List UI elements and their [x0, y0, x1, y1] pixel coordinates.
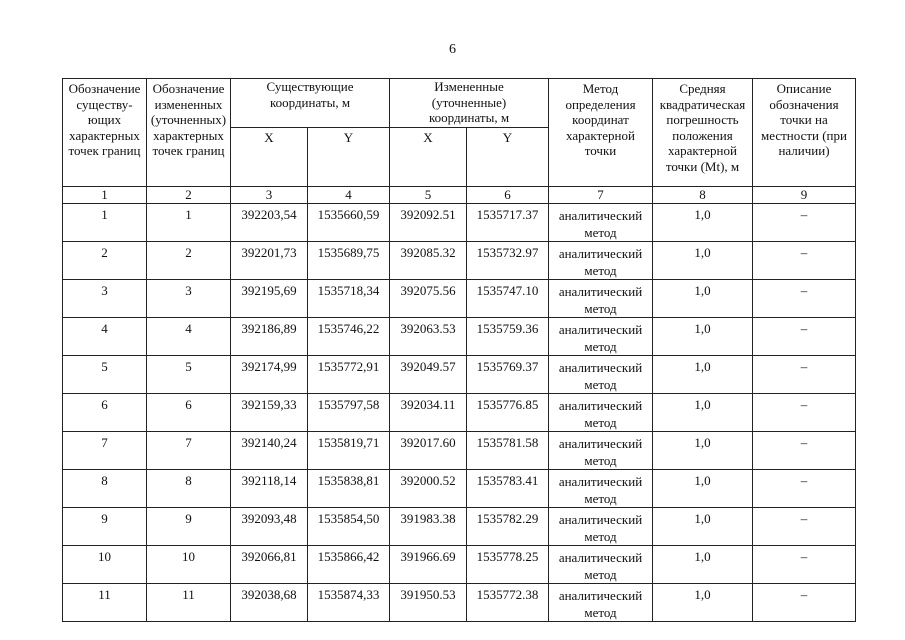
x-existing-cell: 392118,14 — [231, 470, 308, 508]
method-cell: аналитический метод — [549, 356, 653, 394]
x-existing-cell: 392066,81 — [231, 546, 308, 584]
column-number: 8 — [653, 187, 753, 204]
table-row — [63, 280, 856, 318]
table-row — [63, 508, 856, 546]
y-changed-cell: 1535732.97 — [467, 242, 549, 280]
existing-point-cell: 3 — [63, 280, 147, 318]
x-existing-cell: 392174,99 — [231, 356, 308, 394]
y-existing-cell: 1535838,81 — [308, 470, 390, 508]
table-row — [63, 204, 856, 242]
table-row — [63, 546, 856, 584]
accuracy-cell: 1,0 — [653, 280, 753, 318]
table-row — [63, 584, 856, 622]
y-existing-cell: 1535718,34 — [308, 280, 390, 318]
y-changed-cell: 1535759.36 — [467, 318, 549, 356]
method-cell: аналитический метод — [549, 242, 653, 280]
header-changed-coordinates: Измененные (уточненные) координаты, м — [390, 79, 549, 128]
changed-point-cell: 9 — [147, 508, 231, 546]
header-x-changed: X — [390, 128, 467, 187]
column-number: 9 — [753, 187, 856, 204]
existing-point-cell: 4 — [63, 318, 147, 356]
y-changed-cell: 1535769.37 — [467, 356, 549, 394]
accuracy-cell: 1,0 — [653, 546, 753, 584]
accuracy-cell: 1,0 — [653, 470, 753, 508]
y-changed-cell: 1535772.38 — [467, 584, 549, 622]
x-changed-cell: 392034.11 — [390, 394, 467, 432]
column-number: 1 — [63, 187, 147, 204]
x-changed-cell: 392075.56 — [390, 280, 467, 318]
method-cell: аналитический метод — [549, 584, 653, 622]
y-existing-cell: 1535689,75 — [308, 242, 390, 280]
existing-point-cell: 10 — [63, 546, 147, 584]
column-number: 5 — [390, 187, 467, 204]
changed-point-cell: 2 — [147, 242, 231, 280]
header-x-existing: X — [231, 128, 308, 187]
column-number: 4 — [308, 187, 390, 204]
description-cell: – — [753, 546, 856, 584]
table-row — [63, 242, 856, 280]
column-number: 2 — [147, 187, 231, 204]
y-existing-cell: 1535772,91 — [308, 356, 390, 394]
x-changed-cell: 391950.53 — [390, 584, 467, 622]
method-cell: аналитический метод — [549, 508, 653, 546]
accuracy-cell: 1,0 — [653, 432, 753, 470]
description-cell: – — [753, 432, 856, 470]
changed-point-cell: 11 — [147, 584, 231, 622]
x-changed-cell: 392092.51 — [390, 204, 467, 242]
header-accuracy: Средняя квадратическая погрешность положения характерной точки (Mt), м — [653, 79, 753, 187]
method-cell: аналитический метод — [549, 318, 653, 356]
x-changed-cell: 391966.69 — [390, 546, 467, 584]
x-existing-cell: 392201,73 — [231, 242, 308, 280]
changed-point-cell: 6 — [147, 394, 231, 432]
description-cell: – — [753, 280, 856, 318]
method-cell: аналитический метод — [549, 394, 653, 432]
method-cell: аналитический метод — [549, 280, 653, 318]
x-changed-cell: 391983.38 — [390, 508, 467, 546]
header-y-changed: Y — [467, 128, 549, 187]
table-row — [63, 432, 856, 470]
changed-point-cell: 3 — [147, 280, 231, 318]
y-existing-cell: 1535660,59 — [308, 204, 390, 242]
existing-point-cell: 5 — [63, 356, 147, 394]
method-cell: аналитический метод — [549, 546, 653, 584]
accuracy-cell: 1,0 — [653, 356, 753, 394]
table-row — [63, 356, 856, 394]
header-changed-points: Обозначение измененных (уточненных) характерных точек границ — [147, 79, 231, 187]
existing-point-cell: 11 — [63, 584, 147, 622]
accuracy-cell: 1,0 — [653, 394, 753, 432]
existing-point-cell: 8 — [63, 470, 147, 508]
accuracy-cell: 1,0 — [653, 318, 753, 356]
y-changed-cell: 1535782.29 — [467, 508, 549, 546]
y-existing-cell: 1535819,71 — [308, 432, 390, 470]
existing-point-cell: 7 — [63, 432, 147, 470]
existing-point-cell: 2 — [63, 242, 147, 280]
x-existing-cell: 392140,24 — [231, 432, 308, 470]
description-cell: – — [753, 318, 856, 356]
x-existing-cell: 392093,48 — [231, 508, 308, 546]
x-existing-cell: 392038,68 — [231, 584, 308, 622]
table-row — [63, 394, 856, 432]
y-existing-cell: 1535866,42 — [308, 546, 390, 584]
changed-point-cell: 1 — [147, 204, 231, 242]
existing-point-cell: 6 — [63, 394, 147, 432]
y-changed-cell: 1535781.58 — [467, 432, 549, 470]
method-cell: аналитический метод — [549, 432, 653, 470]
existing-point-cell: 9 — [63, 508, 147, 546]
table-row — [63, 318, 856, 356]
method-cell: аналитический метод — [549, 470, 653, 508]
description-cell: – — [753, 470, 856, 508]
page-number: 6 — [449, 42, 456, 57]
y-changed-cell: 1535778.25 — [467, 546, 549, 584]
header-existing-points: Обозначение существу-ющих характерных точек границ — [63, 79, 147, 187]
description-cell: – — [753, 394, 856, 432]
accuracy-cell: 1,0 — [653, 242, 753, 280]
header-y-existing: Y — [308, 128, 390, 187]
accuracy-cell: 1,0 — [653, 584, 753, 622]
y-existing-cell: 1535797,58 — [308, 394, 390, 432]
y-changed-cell: 1535747.10 — [467, 280, 549, 318]
y-changed-cell: 1535776.85 — [467, 394, 549, 432]
column-number: 3 — [231, 187, 308, 204]
x-existing-cell: 392195,69 — [231, 280, 308, 318]
description-cell: – — [753, 508, 856, 546]
table-row — [63, 470, 856, 508]
description-cell: – — [753, 356, 856, 394]
y-existing-cell: 1535854,50 — [308, 508, 390, 546]
x-changed-cell: 392063.53 — [390, 318, 467, 356]
coordinates-table — [62, 78, 856, 622]
x-changed-cell: 392085.32 — [390, 242, 467, 280]
description-cell: – — [753, 204, 856, 242]
x-existing-cell: 392159,33 — [231, 394, 308, 432]
description-cell: – — [753, 584, 856, 622]
y-changed-cell: 1535717.37 — [467, 204, 549, 242]
accuracy-cell: 1,0 — [653, 204, 753, 242]
changed-point-cell: 7 — [147, 432, 231, 470]
header-existing-coordinates: Существующие координаты, м — [231, 79, 390, 128]
x-existing-cell: 392203,54 — [231, 204, 308, 242]
column-number: 6 — [467, 187, 549, 204]
y-existing-cell: 1535746,22 — [308, 318, 390, 356]
accuracy-cell: 1,0 — [653, 508, 753, 546]
changed-point-cell: 10 — [147, 546, 231, 584]
column-number: 7 — [549, 187, 653, 204]
y-changed-cell: 1535783.41 — [467, 470, 549, 508]
changed-point-cell: 8 — [147, 470, 231, 508]
x-changed-cell: 392017.60 — [390, 432, 467, 470]
existing-point-cell: 1 — [63, 204, 147, 242]
header-description: Описание обозначения точки на местности (при наличии) — [753, 79, 856, 187]
y-existing-cell: 1535874,33 — [308, 584, 390, 622]
changed-point-cell: 5 — [147, 356, 231, 394]
x-existing-cell: 392186,89 — [231, 318, 308, 356]
header-method: Метод определения координат характерной точки — [549, 79, 653, 187]
description-cell: – — [753, 242, 856, 280]
method-cell: аналитический метод — [549, 204, 653, 242]
x-changed-cell: 392049.57 — [390, 356, 467, 394]
x-changed-cell: 392000.52 — [390, 470, 467, 508]
changed-point-cell: 4 — [147, 318, 231, 356]
